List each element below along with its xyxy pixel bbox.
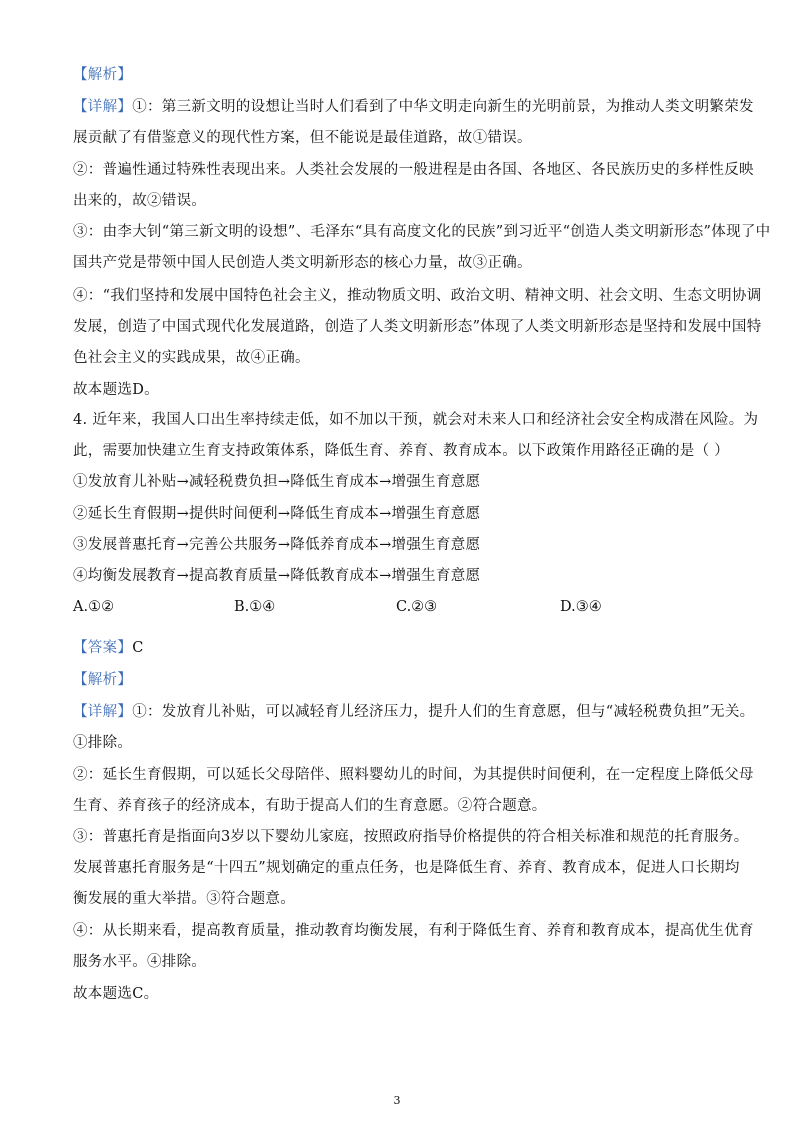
answer-value: C [132,640,144,656]
text-line: 色社会主义的实践成果，故④正确。 [73,350,310,366]
text-line: ②：延长生育假期，可以延长父母陪伴、照料婴幼儿的时间，为其提供时间便利，在一定程度上降低父母 [73,767,754,783]
text-line: ①：第三新文明的设想让当时人们看到了中华文明走向新生的光明前景，为推动人类文明繁荣发 [132,99,754,115]
detail-paragraph-line [73,702,754,722]
option-b: B.①④ [234,599,276,615]
text-line: 服务水平。④排除。 [73,954,207,970]
text-line: 生育、养育孩子的经济成本，有助于提高人们的生育意愿。②符合题意。 [73,798,547,814]
text-line: 国共产党是带领中国人民创造人类文明新形态的核心力量，故③正确。 [73,255,532,271]
question-stem-line: 4. 近年来，我国人口出生率持续走低，如不加以干预，就会对未来人口和经济社会安全构成潜在风险。为 [73,412,759,428]
text-line: ③：由李大钊“第三新文明的设想”、毛泽东“具有高度文化的民族”到习近平“创造人类文明新形态”体现了中 [73,224,771,240]
text-line: 发展，创造了中国式现代化发展道路，创造了人类文明新形态”体现了人类文明新形态是坚持和发展中国特 [73,319,762,335]
text-line: 衡发展的重大举措。③符合题意。 [73,891,295,907]
page-number: 3 [393,1094,401,1107]
option-d: D.③④ [560,599,602,615]
text-line: ④：“我们坚持和发展中国特色社会主义，推动物质文明、政治文明、精神文明、社会文明、生态文明协调 [73,288,762,304]
question-item: ②延长生育假期→提供时间便利→降低生育成本→增强生育意愿 [73,506,481,522]
question-stem-line: 此，需要加快建立生育支持政策体系，降低生育、养育、教育成本。以下政策作用路径正确的是（ ） [73,443,730,459]
option-a: A.①② [73,599,115,615]
text-line: 发展普惠托育服务是“十四五”规划确定的重点任务，也是降低生育、养育、教育成本，促进人口长期均 [73,860,740,876]
detail-tag: 【详解】 [73,704,133,720]
analysis-header: 【解析】 [73,67,133,83]
detail-tag: 【详解】 [73,99,133,115]
question-item: ③发展普惠托育→完善公共服务→降低养育成本→增强生育意愿 [73,537,481,553]
text-line: ④：从长期来看，提高教育质量，推动教育均衡发展，有利于降低生育、养育和教育成本，提高优生优育 [73,923,754,939]
text-line: ②：普遍性通过特殊性表现出来。人类社会发展的一般进程是由各国、各地区、各民族历史的多样性反映 [73,162,754,178]
detail-paragraph-line [73,97,754,117]
conclusion-line: 故本题选C。 [73,986,159,1002]
answer-line [73,638,144,658]
text-line: ①排除。 [73,735,133,751]
text-line: ①：发放育儿补贴，可以减轻育儿经济压力，提升人们的生育意愿，但与“减轻税费负担”无关。 [132,704,755,720]
question-item: ④均衡发展教育→提高教育质量→降低教育成本→增强生育意愿 [73,568,481,584]
text-line: ③：普惠托育是指面向3岁以下婴幼儿家庭，按照政府指导价格提供的符合相关标准和规范的托育服务。 [73,829,749,845]
conclusion-line: 故本题选D。 [73,382,159,398]
answer-tag: 【答案】 [73,640,133,656]
text-line: 出来的，故②错误。 [73,193,207,209]
analysis-header: 【解析】 [73,672,133,688]
option-c: C.②③ [396,599,438,615]
text-line: 展贡献了有借鉴意义的现代性方案，但不能说是最佳道路，故①错误。 [73,130,532,146]
question-item: ①发放育儿补贴→减轻税费负担→降低生育成本→增强生育意愿 [73,474,481,490]
